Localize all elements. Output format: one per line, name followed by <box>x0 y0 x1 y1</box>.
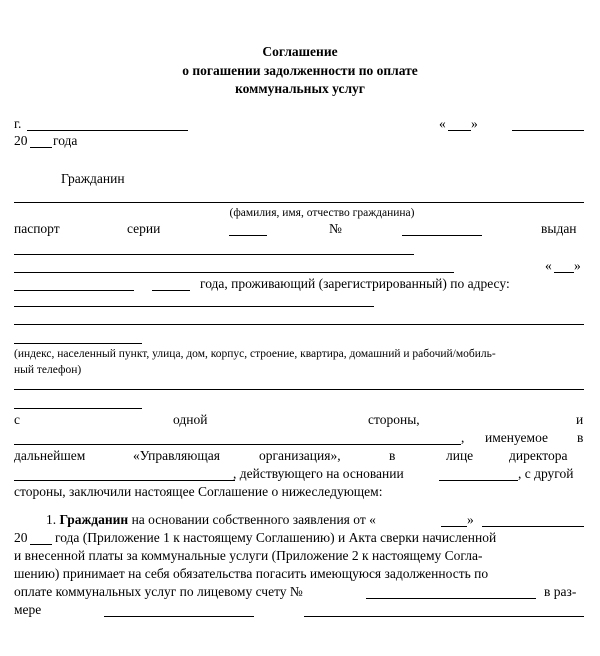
phone-blank-2[interactable] <box>14 408 142 409</box>
address-hint-line-2: ный телефон) <box>14 364 82 376</box>
fio-hint: (фамилия, имя, отчество гражданина) <box>229 207 415 219</box>
series-word: серии <box>127 221 161 236</box>
party-word-side: стороны, <box>368 412 420 427</box>
document-title: Соглашение <box>262 44 338 59</box>
party-word-with: с <box>14 412 20 427</box>
director-name-blank[interactable] <box>14 480 235 481</box>
amount-words-blank[interactable] <box>304 616 584 617</box>
address-blank-2[interactable] <box>14 324 584 325</box>
clause-1-subject: Гражданин <box>59 512 129 527</box>
clause-1-number: 1. <box>46 512 57 527</box>
clause-1-application-text: на основании собственного заявления от « <box>131 512 376 527</box>
city-prefix: г. <box>14 116 22 131</box>
word-named: именуемое <box>485 430 548 445</box>
word-managing: «Управляющая <box>133 448 220 463</box>
clause-1-year-prefix: 20 <box>14 530 28 545</box>
city-blank[interactable] <box>27 130 188 131</box>
issued-word: выдан <box>541 221 577 236</box>
document-subtitle-line-2: коммунальных услуг <box>235 81 365 96</box>
passport-word: паспорт <box>14 221 60 236</box>
address-blank-1[interactable] <box>14 306 374 307</box>
issue-year-blank[interactable] <box>152 290 190 291</box>
month-blank[interactable] <box>512 130 584 131</box>
word-in: в <box>577 430 584 445</box>
residence-text: года, проживающий (зарегистрированный) по адресу: <box>200 276 510 291</box>
issue-date-close-quote: » <box>574 258 581 273</box>
clause-1-line-3: и внесенной платы за коммунальные услуги (Приложение 2 к настоящему Согла- <box>14 548 483 563</box>
application-close-quote: » <box>467 512 474 527</box>
clause-1-line-6: мере <box>14 602 42 617</box>
clause-1-amount-start: в раз- <box>544 584 577 599</box>
date-open-quote: « <box>439 116 446 131</box>
address-hint-line-1: (индекс, населенный пункт, улица, дом, корпус, строение, квартира, домашний и рабочий/мобиль- <box>14 348 496 360</box>
application-month-blank[interactable] <box>482 526 584 527</box>
parties-agreed-text: стороны, заключили настоящее Соглашение о нижеследующем: <box>14 484 383 499</box>
party-word-one: одной <box>173 412 208 427</box>
issue-month-blank[interactable] <box>14 290 134 291</box>
number-sign: № <box>329 221 342 236</box>
issued-by-blank-2[interactable] <box>14 272 454 273</box>
other-side-text: , с другой <box>518 466 574 481</box>
issue-day-blank[interactable] <box>554 272 574 273</box>
acting-basis-text: , действующего на основании <box>233 466 404 481</box>
citizen-label: Гражданин <box>61 171 125 186</box>
fio-blank[interactable] <box>14 202 584 203</box>
word-director: директора <box>509 448 568 463</box>
passport-series-blank[interactable] <box>229 235 267 236</box>
amount-blank[interactable] <box>104 616 254 617</box>
word-in-2: в <box>389 448 396 463</box>
issue-date-open-quote: « <box>545 258 552 273</box>
basis-document-blank[interactable] <box>439 480 518 481</box>
passport-number-blank[interactable] <box>402 235 482 236</box>
word-organization: организация», <box>259 448 341 463</box>
clause-1-account-text: оплате коммунальных услуг по лицевому счету № <box>14 584 303 599</box>
word-person: лице <box>446 448 474 463</box>
phone-blank[interactable] <box>14 389 584 390</box>
organization-name-blank[interactable] <box>14 444 461 445</box>
year-blank[interactable] <box>30 147 52 148</box>
year-suffix: года <box>53 133 78 148</box>
clause-1-line-2: года (Приложение 1 к настоящему Соглашению) и Акта сверки начисленной <box>55 530 497 545</box>
day-blank[interactable] <box>448 130 471 131</box>
application-year-blank[interactable] <box>30 544 52 545</box>
word-hereinafter: дальнейшем <box>14 448 86 463</box>
account-number-blank[interactable] <box>366 598 536 599</box>
issued-by-blank[interactable] <box>14 254 414 255</box>
clause-1-line-1 <box>46 512 376 528</box>
party-word-and: и <box>576 412 584 427</box>
document-subtitle-line-1: о погашении задолженности по оплате <box>182 63 418 78</box>
organization-comma: , <box>461 430 465 445</box>
application-day-blank[interactable] <box>441 526 467 527</box>
clause-1-line-4: шению) принимает на себя обязательства погасить имеющуюся задолженность по <box>14 566 489 581</box>
year-prefix: 20 <box>14 133 28 148</box>
date-close-quote: » <box>471 116 478 131</box>
address-blank-3[interactable] <box>14 343 142 344</box>
